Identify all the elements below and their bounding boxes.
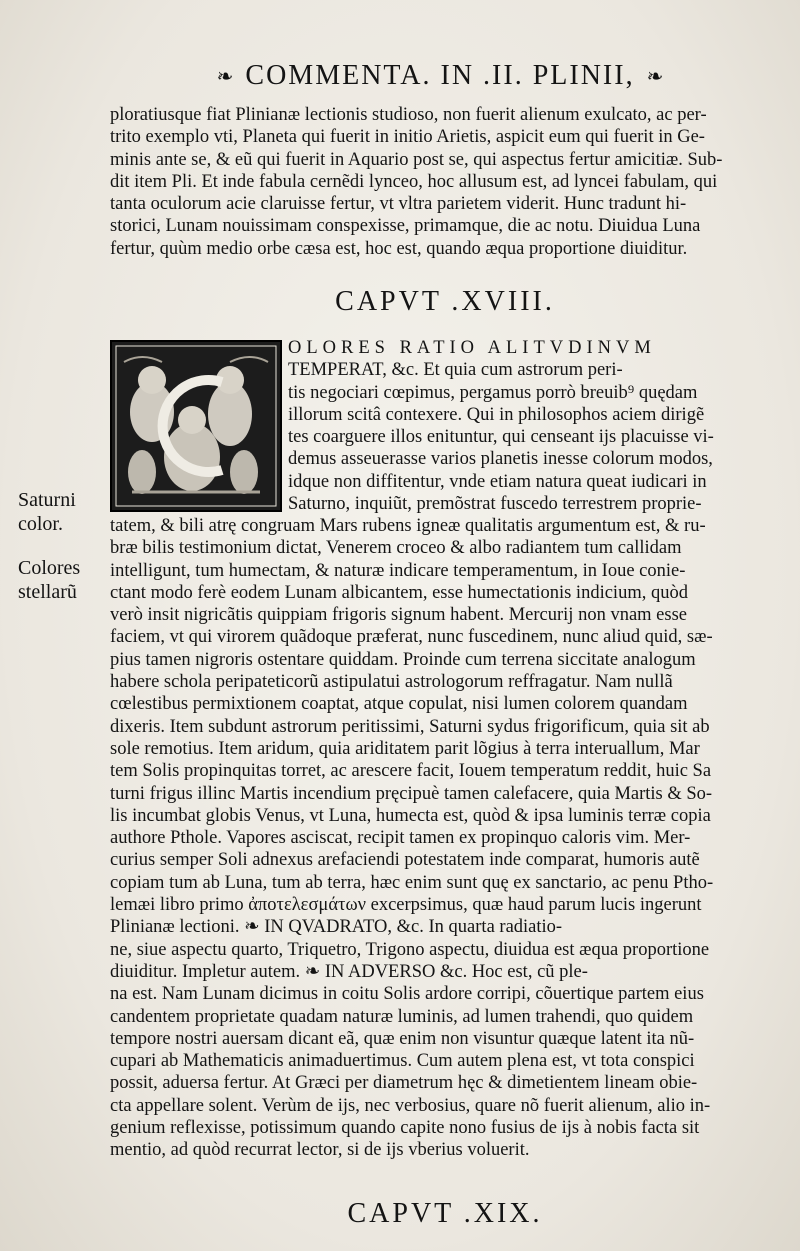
text-line: sole remotius. Item aridum, quia ariditatem parit lõgius à terra interuallum, Mar [110,738,700,759]
text-line: tes coarguere illos enituntur, qui censeant ijs placuisse vi- [288,427,714,448]
text-line: lis incumbat globis Venus, vt Luna, humecta est, quòd & ipsa luminis terræ copia [110,805,711,826]
text-line: tempore nostri auersam dicant eã, quæ enim non visuntur quæque latent ita nũ- [110,1028,695,1049]
text-line: na est. Nam Lunam dicimus in coitu Solis ardore corripi, cõuertique partem eius [110,984,704,1005]
text-line: intelligunt, tum humectam, & naturæ indicare temperamentum, in Ioue conie- [110,560,686,581]
text-line: minis ante se, & eũ qui fuerit in Aquario post se, qui aspectus fertur amicitiæ. Sub- [110,149,723,170]
text-line: copiam tum ab Luna, tum ab terra, hæc enim sunt quę ex sanctario, ac penu Ptho- [110,872,714,893]
margin-note-line: stellarũ [18,581,77,603]
text-line: TEMPERAT, &c. Et quia cum astrorum peri- [288,360,623,381]
text-line: illorum scitâ contexere. Qui in philosophos aciem dirigẽ [288,404,705,425]
paragraph-2-full [110,515,780,1162]
text-line: authore Pthole. Vapores asciscat, recipit tamen ex propinquo caloris vim. Mer- [110,828,691,849]
margin-note-line: Saturni [18,489,76,511]
text-line: ne, siue aspectu quarto, Triquetro, Trigono aspectu, diuidua est æqua proportione [110,939,710,960]
text-line: Plinianæ lectioni. ❧ IN QVADRATO, &c. In quarta radiatio- [110,917,563,938]
decorated-initial [110,340,282,512]
text-line: pius tamen nigroris ostentare quiddam. Proinde cum terrena siccitate analogum [110,649,696,670]
text-line: demus asseuerasse varios planetis inesse colorum modos, [288,449,713,470]
text-line: mentio, ad quòd recurrat lector, si de ijs vberius voluerit. [110,1140,530,1161]
text-line: OLORES RATIO ALITVDINVM [288,338,656,358]
margin-note-saturni [18,488,98,536]
text-line: tis negociari cœpimus, pergamus porrò breuib⁹ quędam [288,382,698,403]
text-line: turni frigus illinc Martis incendium pręcipuè tamen calefacere, quia Martis & So- [110,783,713,804]
chapter-heading: CAPVT .XIX. [347,1198,543,1229]
text-line: idque non diffitentur, vnde etiam natura queat iudicari in [288,471,707,492]
text-line: diuiditur. Impletur autem. ❧ IN ADVERSO &c. Hoc est, cũ ple- [110,961,588,982]
text-line: cupari ab Mathematicis animaduertimus. Cum autem plena est, vt tota conspici [110,1051,695,1072]
fleuron-icon: ❧ [216,65,234,88]
text-line: habere schola peripateticorũ astipulatui astrologorum reffragatur. Nam nullã [110,672,673,693]
paragraph-2-indented [288,337,780,515]
margin-note-line: Colores [18,557,81,579]
paragraph-1 [110,104,780,260]
text-line: faciem, vt qui virorem quãdoque præferat, nunc fuscedinem, nunc aliud quid, sæ- [110,627,713,648]
text-line: dixeris. Item subdunt astrorum peritissimi, Saturni sydus frigorificum, quia sit ab [110,716,710,737]
text-line: verò insit nigricãtis quippiam frigoris signum habent. Mercurij non vnam esse [110,605,687,626]
running-header [160,58,720,94]
text-line: genium reflexisse, potissimum quando capite nono fusius de ijs à nobis facta sit [110,1118,700,1139]
text-line: lemæi libro primo ἀποτελεσμάτων excerpsimus, quæ haud parum lucis ingerunt [110,895,702,916]
text-line: tem Solis propinquitas torret, ac arescere facit, Iouem temperatum reddit, huic Sa [110,761,712,782]
text-line: dit item Pli. Et inde fabula cernẽdi lynceo, hoc allusum est, ad lyncei fabulam, qui [110,171,718,192]
text-line: fertur, quùm medio orbe cæsa est, hoc est, quando æqua proportione diuiditur. [110,238,688,259]
text-line: storici, Lunam nouissimam conspexisse, primamque, die ac notu. Diuidua Luna [110,216,701,237]
text-line: bræ bilis testimonium dictat, Venerem croceo & albo radiantem tum callidam [110,538,682,559]
header-title: COMMENTA. IN .II. PLINII, [245,60,635,91]
margin-note-line: color. [18,513,63,535]
text-line: tanta oculorum acie claruisse fertur, vt vltra parietem viderit. Hunc tradunt hi- [110,194,687,215]
text-line: curius semper Soli adnexus arefaciendi potestatem inde comparat, humoris autẽ [110,850,700,871]
text-line: candentem proprietate quadam naturæ luminis, ad lumen trahendi, quo quidem [110,1006,694,1027]
text-line: trito exemplo vti, Planeta qui fuerit in initio Arietis, aspicit eum qui fuerit in Ge- [110,127,705,148]
chapter-heading: CAPVT .XVIII. [335,286,555,317]
text-line: possit, aduersa fertur. At Græci per diametrum hęc & dimetientem lineam obie- [110,1073,698,1094]
text-line: tatem, & bili atrę congruam Mars rubens igneæ qualitatis argumentum est, & ru- [110,516,706,536]
text-line: cœlestibus permixtionem coaptat, atque copulat, nisi lumen colorem quandam [110,694,688,715]
woodcut-initial-c-icon [112,342,280,510]
text-line: Saturno, inquiũt, premõstrat fuscedo terrestrem proprie- [288,494,702,515]
text-line: ploratiusque fiat Plinianæ lectionis studioso, non fuerit alienum exulcato, ac per- [110,105,707,125]
text-line: ctant modo ferè eodem Lunam albicantem, esse humectationis indicium, quòd [110,582,688,603]
text-line: cta appellare solent. Verùm de ijs, nec verbosius, quare nõ fuerit alienum, alio in- [110,1095,711,1116]
fleuron-icon: ❧ [646,65,664,88]
margin-note-colores [18,556,98,604]
